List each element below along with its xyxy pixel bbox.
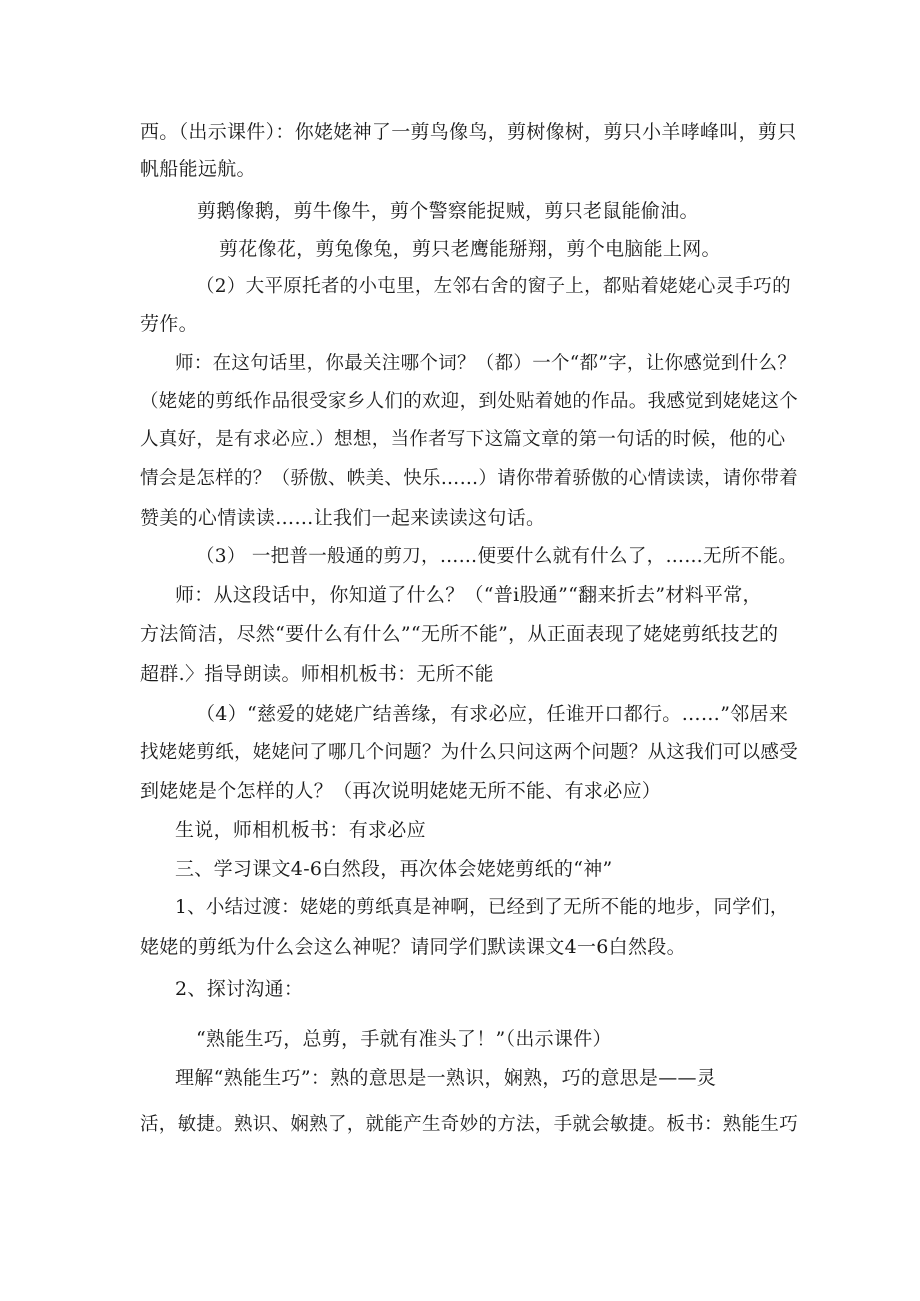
text-line: 赞美的心情读读……让我们一起来读读这句话。 bbox=[140, 507, 546, 529]
section-heading: 三、学习课文4-6白然段，再次体会姥姥剪纸的“神” bbox=[175, 858, 613, 880]
text-line: （4）“慈爱的姥姥广结善缘，有求必应，任谁开口都行。……”邻居来 bbox=[196, 703, 789, 725]
text-line: 方法简洁，尽然“要什么有什么”“无所不能”，从正面表现了姥姥剪纸技艺的 bbox=[140, 623, 779, 645]
text-line: 人真好，是有求必应.）想想，当作者写下这篇文章的第一句话的时候，他的心 bbox=[140, 429, 786, 450]
text-line: 帆船能远航。 bbox=[140, 158, 256, 180]
text-line: 情会是怎样的？（骄傲、帙美、快乐……）请你带着骄傲的心情读读，请你带着 bbox=[140, 468, 799, 489]
text-line: 生说，师相机板书：有求必应 bbox=[175, 819, 426, 841]
text-line: 找姥姥剪纸，姥姥问了哪几个问题？为什么只问这两个问题？从这我们可以感受 bbox=[140, 742, 799, 763]
text-line: （3） 一把普一般通的剪刀，……便要什么就有什么了，……无所不能。 bbox=[196, 546, 798, 567]
text-line: 姥姥的剪纸为什么会这么神呢？请同学们默读课文4一6白然段。 bbox=[140, 936, 686, 958]
text-line: 到姥姥是个怎样的人？（再次说明姥姥无所不能、有求必应） bbox=[140, 780, 662, 802]
text-line: （2）大平原托者的小屯里，左邻右舍的窗子上，都贴着姥姥心灵手巧的 bbox=[196, 276, 791, 297]
text-line: 西。（出示课件）：你姥姥神了一剪鸟像鸟，剪树像树，剪只小羊哮峰叫，剪只 bbox=[140, 121, 797, 143]
text-line: 理解“熟能生巧”：熟的意思是一熟识，娴熟，巧的意思是——灵 bbox=[175, 1067, 717, 1089]
text-line: 超群.〉指导朗读。师相机板书：无所不能 bbox=[140, 663, 494, 685]
text-line: 劳作。 bbox=[140, 313, 198, 335]
text-line: 剪花像花，剪兔像兔，剪只老鹰能掰翔，剪个电脑能上网。 bbox=[219, 238, 721, 260]
text-line: （姥姥的剪纸作品很受家乡人们的欢迎，到处贴着她的作品。我感觉到姥姥这个 bbox=[140, 391, 799, 412]
quote-line: “熟能生巧，总剪，手就有准头了！”（出示课件） bbox=[196, 1028, 612, 1050]
text-line: 2、探讨沟通： bbox=[175, 978, 304, 1000]
text-line: 师：从这段话中，你知道了什么？（“普i股通”“翻来折去”材料平常， bbox=[175, 584, 762, 606]
text-line: 师：在这句话里，你最关注哪个词？（都）一个“都”字，让你感觉到什么？ bbox=[175, 353, 797, 374]
text-line: 剪鹅像鹅，剪牛像牛，剪个警察能捉贼，剪只老鼠能偷油。 bbox=[197, 200, 699, 222]
text-line: 活，敏捷。熟识、娴熟了，就能产生奇妙的方法，手就会敏捷。板书：熟能生巧 bbox=[140, 1114, 799, 1135]
text-line: 1、小结过渡：姥姥的剪纸真是神啊，已经到了无所不能的地步，同学们， bbox=[175, 897, 789, 918]
